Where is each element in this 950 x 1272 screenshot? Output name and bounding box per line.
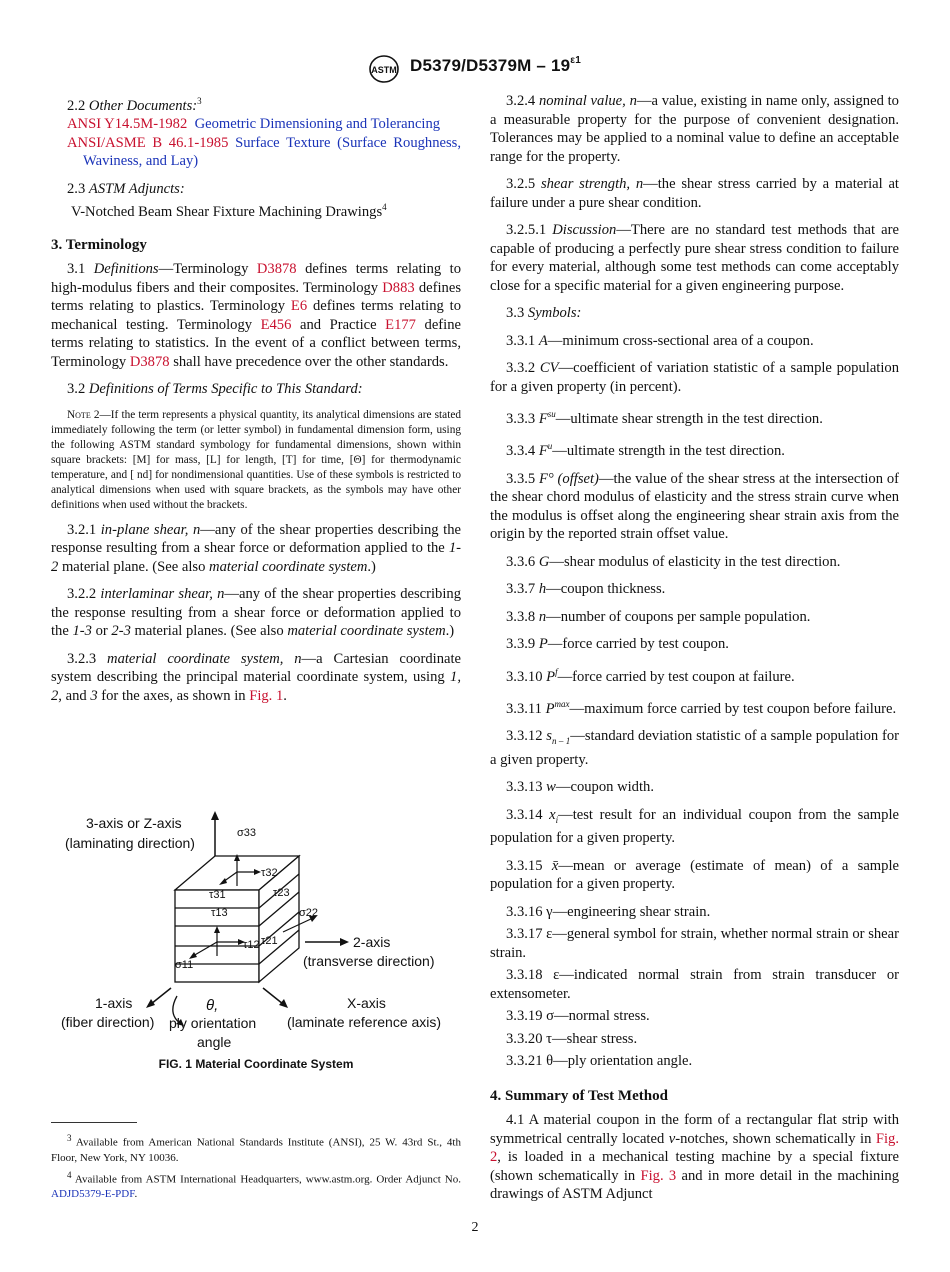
definition: —coupon width. bbox=[555, 779, 654, 796]
definition: —maximum force carried by test coupon before failure. bbox=[569, 700, 897, 717]
section-number: 3.3.1 bbox=[506, 332, 539, 349]
text: shall have precedence over the other standards. bbox=[169, 353, 449, 370]
material-coordinate-diagram bbox=[51, 808, 461, 1053]
symbol-3-3-15 bbox=[490, 857, 899, 894]
section-number: 3.2.4 bbox=[506, 93, 539, 109]
axis-1-arrowhead-icon bbox=[146, 999, 155, 1008]
fig-1-link[interactable]: Fig. 1 bbox=[249, 687, 284, 704]
text: —Terminology bbox=[158, 261, 257, 278]
tau13-label: τ13 bbox=[211, 907, 228, 919]
document-designation bbox=[410, 56, 581, 76]
footnote-marker: 4 bbox=[67, 1169, 72, 1180]
symbol-3-3-3 bbox=[490, 405, 899, 428]
section-number: 2.2 bbox=[67, 97, 86, 114]
theta-label: ply orientation bbox=[169, 1015, 257, 1031]
paragraph-3-2-1 bbox=[51, 521, 461, 577]
text: define terms relating to statistics. In the event of a conflict between terms, Terminology bbox=[51, 316, 461, 370]
text: , and bbox=[58, 687, 91, 704]
symbol: x bbox=[549, 806, 556, 823]
figure-caption: FIG. 1 Material Coordinate System bbox=[158, 1057, 354, 1071]
definition: —force carried by test coupon. bbox=[547, 636, 729, 653]
astm-logo-text: ASTM bbox=[371, 65, 397, 75]
section-number: 3.2.5 bbox=[506, 176, 541, 192]
section-title: Definitions of Terms Specific to This Standard: bbox=[88, 381, 363, 398]
axis-2-arrowhead-icon bbox=[340, 938, 349, 946]
symbol-3-3-20: 3.3.20 τ—shear stress. bbox=[506, 1030, 638, 1047]
footnote-4 bbox=[51, 1168, 461, 1203]
symbol: F bbox=[538, 443, 548, 460]
sigma33-label: σ33 bbox=[237, 827, 257, 839]
footnote-ref[interactable]: 3 bbox=[197, 96, 202, 106]
symbol-3-3-18: 3.3.18 ε—indicated normal strain from strain transducer or extensometer. bbox=[490, 967, 899, 1002]
fig-3-link[interactable]: Fig. 3 bbox=[640, 1167, 677, 1184]
paragraph-3-2 bbox=[51, 380, 461, 399]
e177-link[interactable]: E177 bbox=[385, 316, 416, 333]
term: Definitions bbox=[93, 261, 159, 278]
section-number: 3.3.6 bbox=[506, 553, 539, 570]
text: .) bbox=[445, 623, 455, 640]
ansi-y14-title-link[interactable]: Geometric Dimensioning and Tolerancing bbox=[194, 116, 441, 133]
footnote-3 bbox=[51, 1131, 461, 1166]
symbol-3-3-6 bbox=[490, 553, 899, 572]
symbol-superscript: su bbox=[547, 409, 556, 419]
text: or bbox=[91, 623, 112, 640]
symbol: P bbox=[546, 668, 556, 685]
see-also-term: material coordinate system bbox=[209, 558, 368, 575]
text: defines terms relating to plastics. Terminology bbox=[51, 279, 461, 315]
section-number: 3.1 bbox=[67, 261, 94, 278]
text: —any of the shear properties describing the response resulting from a shear force or deformation applied to the bbox=[51, 586, 462, 640]
symbol-3-3-13 bbox=[490, 778, 899, 797]
axis-1-line bbox=[151, 988, 171, 1004]
definition: —the value of the shear stress at the intersection of the shear chord modulus of elasticity and the stress strain curve when the modulus is offset along the engineering shear strain axis from the origin by the reported strain offset value. bbox=[490, 470, 899, 543]
footnote-text: Available from American National Standards Institute (ANSI), 25 W. 43rd St., 4th Floor, New York, NY 10036. bbox=[51, 1136, 461, 1164]
definition: —standard deviation statistic of a sample population for a given property. bbox=[490, 728, 900, 768]
symbol-3-3-4 bbox=[490, 437, 899, 460]
footnotes bbox=[51, 1131, 461, 1204]
section-number: 3.3.2 bbox=[506, 360, 540, 376]
note-label: Note 2 bbox=[67, 408, 100, 421]
symbol-3-3-10 bbox=[490, 663, 899, 686]
paragraph-3-2-5-1 bbox=[490, 221, 899, 295]
text: —a value, existing in name only, assigned to a measurable property for the purpose of convenient designation. Tolerances may be applied to a nominal value to define an acceptable range for the property. bbox=[490, 93, 899, 165]
symbol: F bbox=[538, 410, 548, 427]
astm-logo-icon bbox=[368, 54, 400, 84]
notch-symbol: v bbox=[668, 1130, 676, 1147]
x-axis-sublabel: (laminate reference axis) bbox=[287, 1014, 442, 1030]
definition: —number of coupons per sample population. bbox=[546, 608, 811, 625]
x-axis-line bbox=[263, 988, 283, 1004]
section-2-3 bbox=[51, 180, 461, 199]
definition: —minimum cross-sectional area of a coupon. bbox=[547, 332, 814, 349]
symbol: F° (offset) bbox=[539, 470, 599, 487]
adjunct-order-link[interactable]: ADJD5379-E-PDF bbox=[51, 1188, 135, 1201]
section-2-2 bbox=[51, 92, 461, 115]
theta-symbol: θ, bbox=[206, 997, 219, 1014]
adjunct-item bbox=[51, 198, 461, 221]
adjunct-title: V-Notched Beam Shear Fixture Machining Drawings bbox=[71, 204, 383, 221]
axes: 3 bbox=[90, 687, 98, 704]
axes: 1, 2 bbox=[51, 669, 461, 704]
symbol-3-3-16: 3.3.16 γ—engineering shear strain. bbox=[506, 903, 711, 920]
e456-link[interactable]: E456 bbox=[260, 316, 292, 333]
tau31-label: τ31 bbox=[209, 889, 226, 901]
text: —the shear stress carried by a material at failure under a pure shear condition. bbox=[490, 176, 899, 211]
ansi-reference-1 bbox=[51, 115, 461, 134]
tau23-label: τ23 bbox=[273, 887, 290, 899]
footnote-divider bbox=[51, 1122, 137, 1123]
designation-epsilon: ε1 bbox=[570, 55, 582, 67]
tau32-label: τ32 bbox=[261, 867, 278, 879]
text: material plane. (See also bbox=[58, 558, 210, 575]
section-number: 3.3.10 bbox=[506, 668, 547, 685]
footnote-marker: 3 bbox=[67, 1133, 72, 1143]
theta-sublabel: angle bbox=[197, 1034, 232, 1050]
text: —There are no standard test methods that are capable of producing a perfectly pure shear stress condition to failure for every material, although some test methods can come acceptably close for a specific material for a given engineering purpose. bbox=[490, 222, 899, 294]
section-number: 3.2.1 bbox=[67, 521, 101, 538]
d3878-link-2[interactable]: D3878 bbox=[129, 353, 170, 370]
section-number: 3.3.4 bbox=[506, 443, 539, 460]
footnote-text: . bbox=[134, 1188, 138, 1201]
symbol: P bbox=[545, 700, 555, 717]
text: -notches, shown schematically in bbox=[675, 1130, 876, 1147]
section-number: 3.2.2 bbox=[67, 586, 101, 603]
paragraph-3-2-2 bbox=[51, 585, 461, 641]
tau21-label: τ21 bbox=[261, 935, 278, 947]
ansi-asme-link[interactable]: ANSI/ASME B 46.1-1985 bbox=[67, 134, 229, 151]
section-number: 3.3 bbox=[506, 305, 528, 321]
text: .) bbox=[367, 558, 376, 575]
footnote-text: Available from ASTM International Headquarters, www.astm.org. Order Adjunct No. bbox=[74, 1173, 461, 1186]
symbol-3-3-7 bbox=[490, 580, 899, 599]
note-text: —If the term represents a physical quantity, its analytical dimensions are stated immediately following the term (or letter symbol) in fundamental dimension form, using the following ASTM standard symbology for fundamental dimensions, shown within square brackets: [M] for mass, [L] for length, [T] for time, [Θ] for thermodynamic temperature, and [ nd] for nondimensional quantities. Use of these symbols is restricted to analytical dimensions when used with square brackets, as the symbols may have other definitions when used without the brackets. bbox=[51, 408, 461, 511]
definition: —ultimate shear strength in the test direction. bbox=[555, 410, 823, 427]
ansi-reference-2 bbox=[51, 134, 461, 171]
x-axis-label: X-axis bbox=[347, 995, 386, 1011]
text: for the axes, as shown in bbox=[97, 687, 250, 704]
symbol: s bbox=[546, 728, 552, 745]
x-axis-arrowhead-icon bbox=[279, 999, 288, 1008]
section-number: 3.3.5 bbox=[506, 470, 539, 487]
term: material coordinate system, n bbox=[107, 650, 302, 667]
text: and Practice bbox=[291, 316, 386, 333]
definition: —test result for an individual coupon from the sample population for a given property. bbox=[490, 806, 899, 847]
text: and in more detail in the machining drawings of ASTM Adjunct bbox=[490, 1167, 899, 1203]
sigma22-label: σ22 bbox=[299, 907, 319, 919]
plane: 1-2 bbox=[51, 540, 461, 575]
definition: —coupon thickness. bbox=[546, 581, 666, 598]
ansi-asme-title-link[interactable]: Surface Texture (Surface Roughness, Waviness, and Lay) bbox=[83, 134, 461, 170]
section-number: 3.3.8 bbox=[506, 608, 539, 625]
symbol-3-3-19: 3.3.19 σ—normal stress. bbox=[506, 1008, 650, 1025]
definition: —coefficient of variation statistic of a sample population for a given property (in percent). bbox=[490, 360, 899, 395]
tau12-label: τ12 bbox=[243, 939, 260, 951]
term: shear strength, n bbox=[540, 176, 644, 192]
section-3-heading: 3. Terminology bbox=[51, 236, 147, 253]
designation-text: D5379/D5379M – 19 bbox=[410, 56, 571, 75]
z-axis-label: 3-axis or Z-axis bbox=[86, 815, 182, 831]
section-title: Other Documents: bbox=[88, 97, 198, 114]
symbol-3-3-12 bbox=[490, 727, 899, 769]
section-number: 2.3 bbox=[67, 180, 86, 197]
plane: 2-3 bbox=[111, 623, 131, 640]
axis-1-sublabel: (fiber direction) bbox=[61, 1014, 155, 1030]
symbol-3-3-5 bbox=[490, 470, 899, 544]
section-number: 3.3.3 bbox=[506, 410, 539, 427]
definition: —shear modulus of elasticity in the test direction. bbox=[549, 553, 841, 570]
symbol: CV bbox=[539, 360, 559, 376]
paragraph-3-2-5 bbox=[490, 175, 899, 212]
axis-1-label: 1-axis bbox=[95, 995, 133, 1011]
e6-link[interactable]: E6 bbox=[290, 298, 308, 315]
footnote-ref[interactable]: 4 bbox=[382, 202, 387, 213]
d3878-link[interactable]: D3878 bbox=[256, 261, 297, 278]
symbol-3-3-17: 3.3.17 ε—general symbol for strain, whether normal strain or shear strain. bbox=[490, 926, 899, 961]
text: , is loaded in a mechanical testing machine by a special fixture (shown schematically in bbox=[490, 1149, 899, 1184]
paragraph-3-1 bbox=[51, 260, 461, 371]
section-title: Symbols: bbox=[527, 305, 582, 321]
ansi-y14-link[interactable]: ANSI Y14.5M-1982 bbox=[67, 116, 188, 133]
symbol: n bbox=[538, 608, 547, 625]
text: —a Cartesian coordinate system describing the principal material coordinate system, using bbox=[51, 650, 461, 686]
symbol-superscript: max bbox=[554, 699, 570, 710]
text: defines terms relating to high-modulus fibers and their composites. Terminology bbox=[51, 261, 462, 296]
d883-link[interactable]: D883 bbox=[382, 279, 415, 296]
left-column bbox=[51, 92, 461, 714]
term: in-plane shear, n bbox=[100, 521, 201, 538]
section-number: 3.3.11 bbox=[506, 700, 546, 717]
note-2 bbox=[51, 408, 461, 513]
z-axis-arrowhead-icon bbox=[211, 811, 219, 820]
section-number: 3.3.12 bbox=[506, 728, 547, 745]
text: 4.1 A material coupon in the form of a rectangular flat strip with symmetrical centrally located bbox=[490, 1112, 899, 1147]
symbol-subscript: n – 1 bbox=[551, 736, 571, 747]
symbol: A bbox=[538, 332, 548, 349]
term: nominal value, n bbox=[538, 93, 637, 109]
section-4-heading: 4. Summary of Test Method bbox=[490, 1087, 668, 1104]
axis-2-sublabel: (transverse direction) bbox=[303, 953, 435, 969]
paragraph-3-3 bbox=[490, 304, 899, 323]
symbol-3-3-11 bbox=[490, 695, 899, 718]
symbol: P bbox=[538, 636, 548, 653]
symbol-3-3-14 bbox=[490, 806, 899, 848]
page-header bbox=[0, 54, 950, 84]
plane: 1-3 bbox=[72, 623, 92, 640]
section-number: 3.2.3 bbox=[67, 650, 108, 667]
section-number: 3.3.14 bbox=[506, 806, 550, 823]
axis-2-label: 2-axis bbox=[353, 934, 391, 950]
figure-1 bbox=[51, 808, 461, 1080]
symbol-superscript: f bbox=[555, 666, 558, 677]
symbol: x̄ bbox=[551, 857, 559, 874]
see-also-term: material coordinate system bbox=[287, 623, 446, 640]
sigma11-label: σ11 bbox=[175, 959, 194, 971]
definition: —mean or average (estimate of mean) of a sample population for a given property. bbox=[490, 857, 899, 893]
symbol-3-3-9 bbox=[490, 635, 899, 654]
text: . bbox=[283, 687, 287, 704]
section-number: 3.3.9 bbox=[506, 636, 539, 653]
text: —any of the shear properties describing the response resulting from a shear force or deformation applied to the bbox=[51, 521, 461, 557]
section-number: 3.3.7 bbox=[506, 581, 539, 598]
definition: —force carried by test coupon at failure. bbox=[557, 668, 795, 685]
text: defines terms relating to mechanical testing. Terminology bbox=[51, 298, 461, 333]
term: interlaminar shear, n bbox=[100, 586, 225, 603]
symbol-superscript: u bbox=[547, 441, 553, 452]
symbol: G bbox=[538, 553, 550, 570]
text: material planes. (See also bbox=[130, 623, 288, 640]
symbol: h bbox=[538, 581, 547, 598]
fig-2-link[interactable]: Fig. 2 bbox=[490, 1130, 900, 1166]
z-axis-sublabel: (laminating direction) bbox=[65, 835, 195, 851]
symbol-3-3-1 bbox=[490, 332, 899, 351]
symbol-3-3-2 bbox=[490, 359, 899, 396]
term: Discussion bbox=[552, 222, 617, 238]
symbol-subscript: i bbox=[555, 814, 559, 825]
page-number: 2 bbox=[471, 1220, 479, 1235]
symbol-3-3-21: 3.3.21 θ—ply orientation angle. bbox=[506, 1053, 693, 1070]
paragraph-4-1 bbox=[490, 1111, 899, 1204]
paragraph-3-2-4 bbox=[490, 92, 899, 166]
symbol: w bbox=[546, 779, 556, 796]
section-number: 3.3.13 bbox=[506, 779, 547, 796]
section-number: 3.2.5.1 bbox=[506, 222, 553, 238]
section-number: 3.2 bbox=[67, 381, 89, 398]
symbol-3-3-8 bbox=[490, 608, 899, 627]
section-number: 3.3.15 bbox=[506, 857, 552, 874]
definition: —ultimate strength in the test direction. bbox=[552, 443, 785, 460]
section-title: ASTM Adjuncts: bbox=[88, 180, 185, 197]
paragraph-3-2-3 bbox=[51, 650, 461, 706]
right-column bbox=[490, 92, 899, 1213]
